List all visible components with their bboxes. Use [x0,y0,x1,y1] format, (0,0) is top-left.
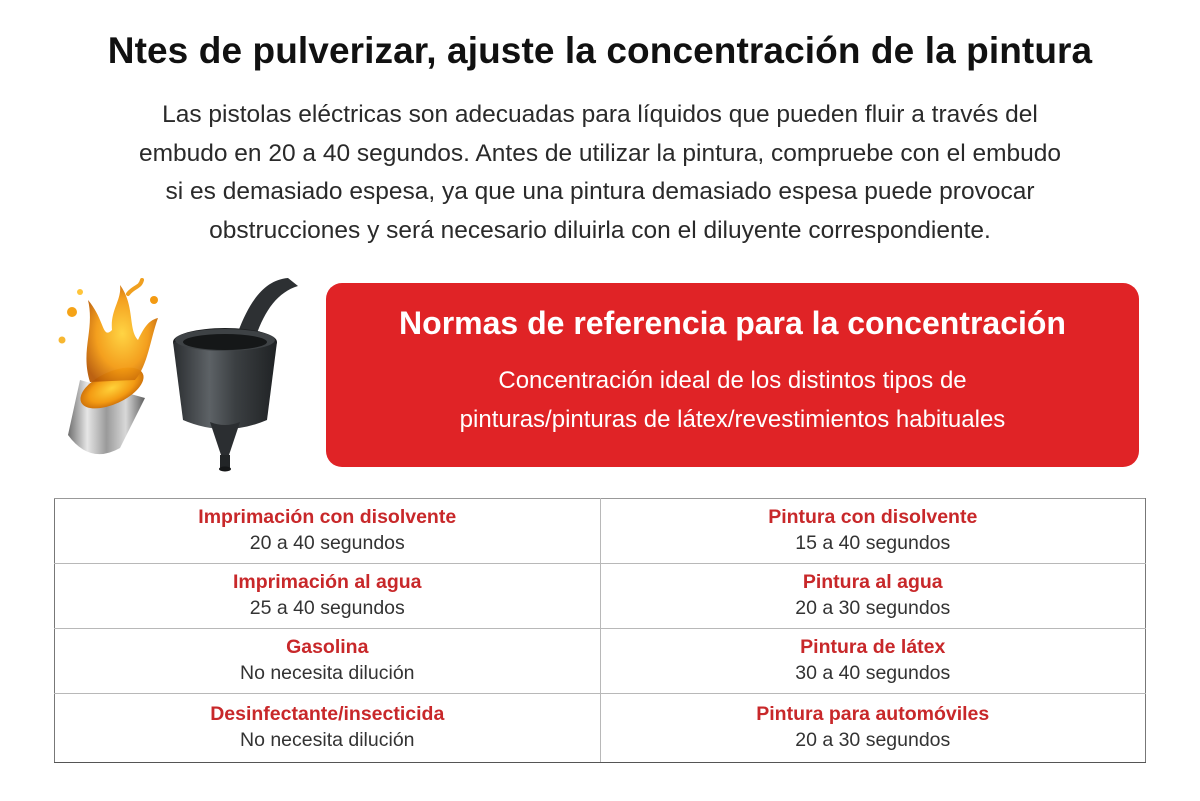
table-cell [600,629,1146,694]
table-cell [600,564,1146,629]
paint-type-label: Pintura de látex [800,636,946,658]
paint-type-label: Gasolina [286,636,369,658]
intro-line: embudo en 20 a 40 segundos. Antes de utilizar la pintura, compruebe con el embudo [138,139,1062,167]
table-cell [600,694,1146,763]
paint-type-label: Pintura con disolvente [768,506,978,528]
page-title: Ntes de pulverizar, ajuste la concentración de la pintura [107,30,1093,71]
intro-text [50,96,1150,250]
table-cell [55,694,601,763]
flow-time-value: 25 a 40 segundos [249,597,405,619]
flow-time-value: 20 a 40 segundos [249,532,405,554]
table-row [55,629,1146,694]
banner-title: Normas de referencia para la concentración [399,305,1066,341]
flow-time-value: 20 a 30 segundos [795,597,951,619]
paint-can-splash-icon [59,280,159,454]
flow-time-value: No necesita dilución [239,729,415,751]
paint-type-label: Imprimación con disolvente [198,506,457,528]
banner-subtitle [376,361,1089,439]
table-row [55,499,1146,564]
reference-banner [326,283,1139,467]
paint-type-label: Pintura al agua [802,571,943,593]
paint-type-label: Pintura para automóviles [756,703,990,725]
table-cell [55,564,601,629]
intro-line: obstrucciones y será necesario diluirla con el diluyente correspondiente. [209,216,991,244]
illustration [50,270,310,480]
intro-line: si es demasiado espesa, ya que una pintura demasiado espesa puede provocar [165,178,1035,205]
table-cell [55,629,601,694]
intro-line: Las pistolas eléctricas son adecuadas para líquidos que pueden fluir a través del [162,101,1038,128]
viscosity-funnel-icon [173,278,298,472]
flow-time-value: 30 a 40 segundos [795,662,951,684]
flow-time-value: 15 a 40 segundos [795,532,951,554]
table-cell [600,499,1146,564]
concentration-table [54,498,1146,763]
table-row [55,694,1146,763]
paint-type-label: Imprimación al agua [232,571,422,593]
banner-subtitle-line: Concentración ideal de los distintos tipos de [498,367,967,394]
banner-subtitle-line: pinturas/pinturas de látex/revestimientos habituales [459,406,1006,433]
flow-time-value: No necesita dilución [239,662,415,684]
table-cell [55,499,601,564]
paint-type-label: Desinfectante/insecticida [210,703,445,725]
flow-time-value: 20 a 30 segundos [795,729,951,751]
table-row [55,564,1146,629]
